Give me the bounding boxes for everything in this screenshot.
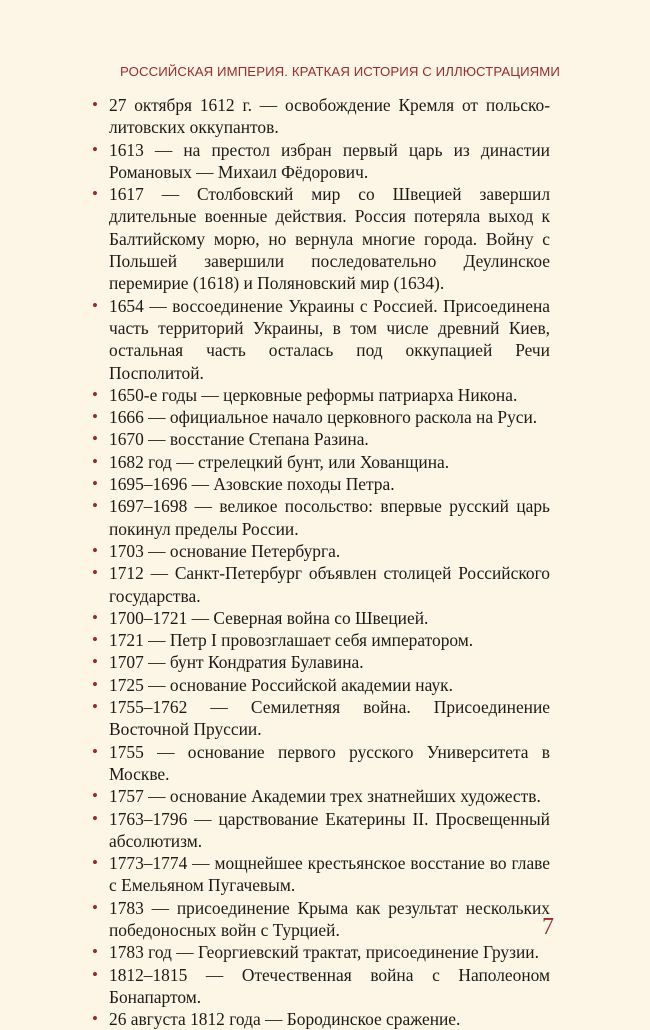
- list-item: [92, 964, 550, 1009]
- page-number: 7: [542, 914, 554, 940]
- list-item-text: 1697–1698 — великое посольство: впервые русский царь покинул пределы России.: [109, 496, 550, 539]
- list-item-text: 1812–1815 — Отечественная война с Наполеоном Бонапартом.: [109, 964, 550, 1007]
- list-item-text: 1654 — воссоединение Украины с Россией. Присоединена часть территорий Украины, в том числе древний Киев, остальная часть осталась под оккупацией Речи Посполитой.: [109, 295, 550, 383]
- list-item-text: 1755 — основание первого русского Университета в Москве.: [109, 741, 550, 784]
- bullet-icon: •: [92, 540, 98, 560]
- list-item-text: 1712 — Санкт-Петербург объявлен столицей Российского государства.: [109, 563, 550, 606]
- list-item: [92, 295, 550, 384]
- list-item: [92, 495, 550, 540]
- list-item-text: 1700–1721 — Северная война со Швецией.: [109, 607, 429, 628]
- list-item: [92, 651, 550, 673]
- list-item-text: 1721 — Петр I провозглашает себя императором.: [109, 630, 474, 651]
- bullet-icon: •: [92, 429, 98, 449]
- list-item-text: 1757 — основание Академии трех знатнейших художеств.: [109, 786, 541, 807]
- list-item: [92, 139, 550, 184]
- bullet-icon: •: [92, 786, 98, 806]
- bullet-icon: •: [92, 95, 98, 114]
- list-item-text: 1783 год — Георгиевский трактат, присоединение Грузии.: [109, 942, 539, 963]
- bullet-icon: •: [92, 184, 98, 204]
- bullet-icon: •: [92, 853, 98, 873]
- list-item-text: 1650-е годы — церковные реформы патриарха Никона.: [109, 384, 518, 405]
- bullet-icon: •: [92, 1009, 98, 1029]
- bullet-icon: •: [92, 474, 98, 494]
- list-item-text: 26 августа 1812 года — Бородинское сражение.: [109, 1009, 461, 1030]
- bullet-icon: •: [92, 496, 98, 516]
- list-item: [92, 741, 550, 786]
- bullet-icon: •: [92, 697, 98, 717]
- list-item: [92, 451, 550, 473]
- list-item-text: 1773–1774 — мощнейшее крестьянское восстание во главе с Емельяном Пугачевым.: [109, 853, 550, 896]
- list-item: [92, 897, 550, 942]
- bullet-icon: •: [92, 652, 98, 672]
- list-item: [92, 384, 550, 406]
- bullet-icon: •: [92, 630, 98, 650]
- list-item-text: 1755–1762 — Семилетняя война. Присоединение Восточной Пруссии.: [109, 697, 550, 740]
- list-item-text: 1707 — бунт Кондратия Булавина.: [109, 652, 364, 673]
- list-item-text: 27 октября 1612 г. — освобождение Кремля от польско-литовских оккупантов.: [109, 95, 550, 138]
- list-item: [92, 406, 550, 428]
- bullet-icon: •: [92, 964, 98, 984]
- timeline-list: [92, 94, 550, 1030]
- list-item-text: 1682 год — стрелецкий бунт, или Хованщина.: [109, 451, 450, 472]
- list-item: [92, 674, 550, 696]
- list-item: [92, 94, 550, 139]
- bullet-icon: •: [92, 808, 98, 828]
- list-item: [92, 785, 550, 807]
- bullet-icon: •: [92, 295, 98, 315]
- list-item: [92, 607, 550, 629]
- list-item-text: 1613 — на престол избран первый царь из династии Романовых — Михаил Фёдорович.: [109, 139, 550, 182]
- bullet-icon: •: [92, 897, 98, 917]
- bullet-icon: •: [92, 139, 98, 159]
- list-item-text: 1695–1696 — Азовские походы Петра.: [109, 474, 395, 495]
- list-item-text: 1763–1796 — царствование Екатерины II. Просвещенный абсолютизм.: [109, 808, 550, 851]
- list-item: [92, 473, 550, 495]
- bullet-icon: •: [92, 607, 98, 627]
- list-item: [92, 941, 550, 963]
- bullet-icon: •: [92, 674, 98, 694]
- list-item: [92, 540, 550, 562]
- bullet-icon: •: [92, 451, 98, 471]
- list-item: [92, 183, 550, 294]
- list-item: [92, 428, 550, 450]
- list-item: [92, 808, 550, 853]
- list-item: [92, 1008, 550, 1030]
- bullet-icon: •: [92, 407, 98, 427]
- list-item-text: 1670 — восстание Степана Разина.: [109, 429, 369, 450]
- list-item-text: 1666 — официальное начало церковного раскола на Руси.: [109, 407, 538, 428]
- bullet-icon: •: [92, 741, 98, 761]
- list-item: [92, 629, 550, 651]
- bullet-icon: •: [92, 384, 98, 404]
- bullet-icon: •: [92, 942, 98, 962]
- list-item-text: 1703 — основание Петербурга.: [109, 540, 341, 561]
- running-header: РОССИЙСКАЯ ИМПЕРИЯ. КРАТКАЯ ИСТОРИЯ С ИЛЛЮСТРАЦИЯМИ: [120, 64, 560, 79]
- list-item: [92, 562, 550, 607]
- list-item-text: 1617 — Столбовский мир со Швецией завершил длительные военные действия. Россия потеряла выход к Балтийскому морю, но вернула многие города. Войну с Польшей завершили последовательно Деулинское перемирие (1618) и Поляновский мир (1634).: [109, 184, 550, 294]
- list-item: [92, 696, 550, 741]
- list-item-text: 1783 — присоединение Крыма как результат нескольких победоносных войн с Турцией.: [109, 897, 550, 940]
- list-item: [92, 852, 550, 897]
- bullet-icon: •: [92, 563, 98, 583]
- list-item-text: 1725 — основание Российской академии наук.: [109, 674, 453, 695]
